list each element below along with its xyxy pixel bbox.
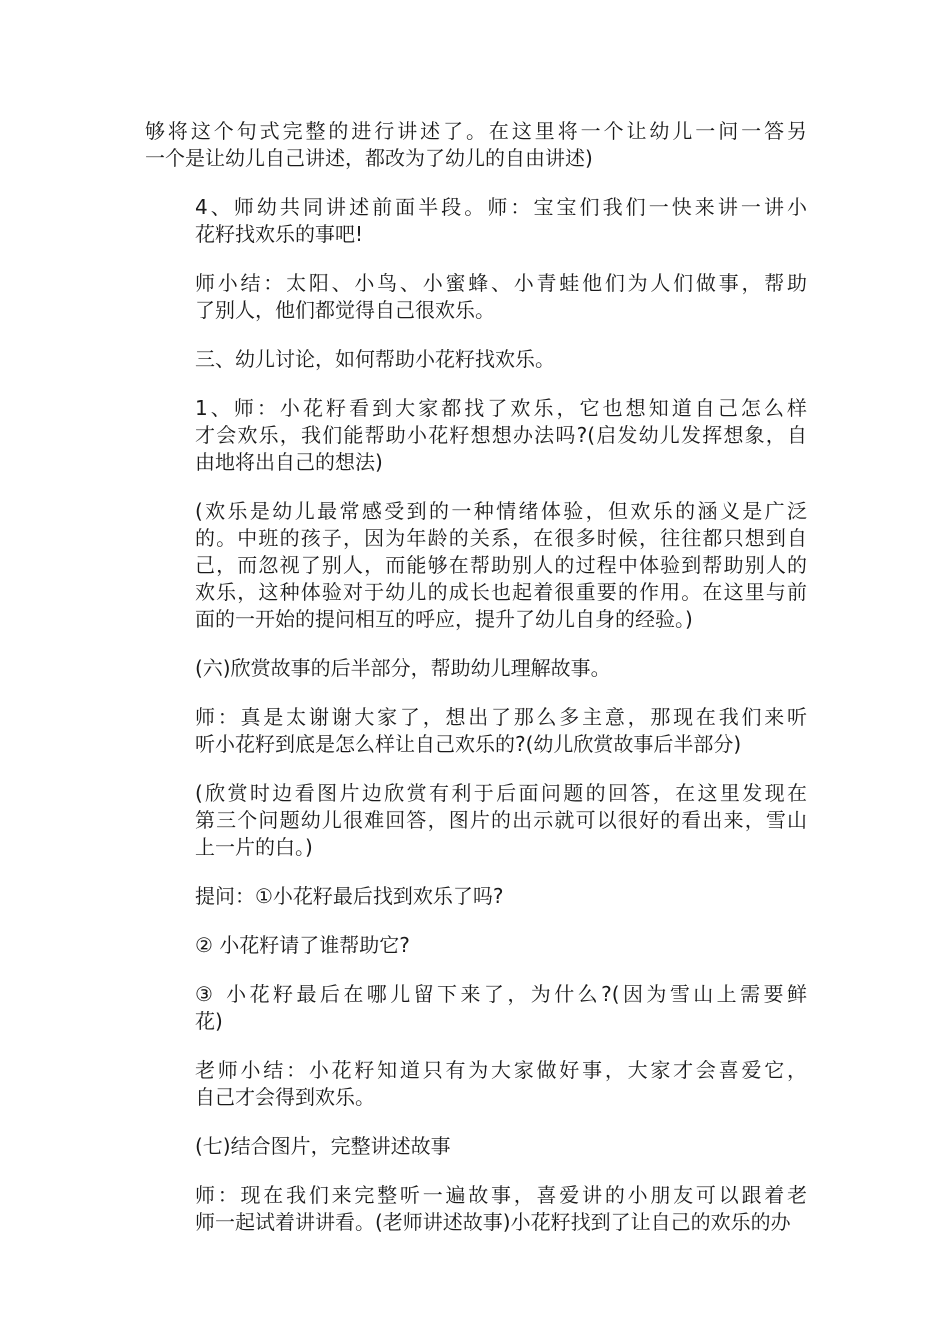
paragraph-line: 1、师：小花籽看到大家都找了欢乐，它也想知道自己怎么样	[195, 396, 807, 420]
paragraph-line: 己，而忽视了别人，而能够在帮助别人的过程中体验到帮助别人的	[195, 553, 807, 577]
paragraph-line: 欢乐，这种体验对于幼儿的成长也起着很重要的作用。在这里与前	[195, 580, 807, 604]
paragraph	[145, 270, 807, 324]
paragraph-line: 花)	[195, 1009, 223, 1033]
paragraph	[145, 1133, 807, 1160]
paragraph	[145, 118, 807, 172]
paragraph-line: 师一起试着讲讲看。(老师讲述故事)小花籽找到了让自己的欢乐的办	[195, 1210, 791, 1234]
paragraph	[145, 932, 807, 959]
paragraph-line: ② 小花籽请了谁帮助它?	[195, 933, 410, 957]
paragraph-line: (欣赏时边看图片边欣赏有利于后面问题的回答，在这里发现在	[195, 781, 807, 805]
paragraph-line: (七)结合图片，完整讲述故事	[195, 1134, 451, 1158]
paragraph-line: 三、幼儿讨论，如何帮助小花籽找欢乐。	[195, 347, 555, 371]
paragraph-line: (六)欣赏故事的后半部分，帮助幼儿理解故事。	[195, 656, 611, 680]
paragraph-line: 自己才会得到欢乐。	[195, 1085, 375, 1109]
paragraph	[145, 704, 807, 758]
paragraph	[145, 883, 807, 910]
paragraph	[145, 1182, 807, 1236]
paragraph-line: 的。中班的孩子，因为年龄的关系，在很多时候，往往都只想到自	[195, 526, 807, 550]
paragraph-line: ③ 小花籽最后在哪儿留下来了，为什么?(因为雪山上需要鲜	[195, 982, 807, 1006]
paragraph-line: 师小结：太阳、小鸟、小蜜蜂、小青蛙他们为人们做事，帮助	[195, 271, 807, 295]
paragraph-line: 师：真是太谢谢大家了，想出了那么多主意，那现在我们来听	[195, 705, 807, 729]
paragraph-line: 第三个问题幼儿很难回答，图片的出示就可以很好的看出来，雪山	[195, 808, 807, 832]
paragraph-line: 老师小结：小花籽知道只有为大家做好事，大家才会喜爱它，	[195, 1058, 807, 1082]
paragraph	[145, 655, 807, 682]
paragraph	[145, 1057, 807, 1111]
paragraph	[145, 346, 807, 373]
document-body	[145, 118, 807, 1258]
paragraph-line: 由地将出自己的想法)	[195, 450, 383, 474]
paragraph-line: 听小花籽到底是怎么样让自己欢乐的?(幼儿欣赏故事后半部分)	[195, 732, 742, 756]
paragraph	[145, 981, 807, 1035]
paragraph-line: 一个是让幼儿自己讲述，都改为了幼儿的自由讲述)	[145, 146, 593, 170]
paragraph-line: 面的一开始的提问相互的呼应，提升了幼儿自身的经验。)	[195, 607, 693, 631]
paragraph	[145, 780, 807, 861]
paragraph-line: 上一片的白。)	[195, 835, 313, 859]
paragraph-line: 提问：①小花籽最后找到欢乐了吗?	[195, 884, 504, 908]
paragraph-line: 了别人，他们都觉得自己很欢乐。	[195, 298, 495, 322]
paragraph	[145, 395, 807, 476]
paragraph-line: 花籽找欢乐的事吧!	[195, 222, 364, 246]
paragraph-line: 4、师幼共同讲述前面半段。师：宝宝们我们一快来讲一讲小	[195, 195, 807, 219]
paragraph	[145, 498, 807, 633]
paragraph-line: 够将这个句式完整的进行讲述了。在这里将一个让幼儿一问一答另	[145, 119, 807, 143]
paragraph-line: 师：现在我们来完整听一遍故事，喜爱讲的小朋友可以跟着老	[195, 1183, 807, 1207]
paragraph-line: (欢乐是幼儿最常感受到的一种情绪体验，但欢乐的涵义是广泛	[195, 499, 807, 523]
paragraph-line: 才会欢乐，我们能帮助小花籽想想办法吗?(启发幼儿发挥想象，自	[195, 423, 807, 447]
paragraph	[145, 194, 807, 248]
